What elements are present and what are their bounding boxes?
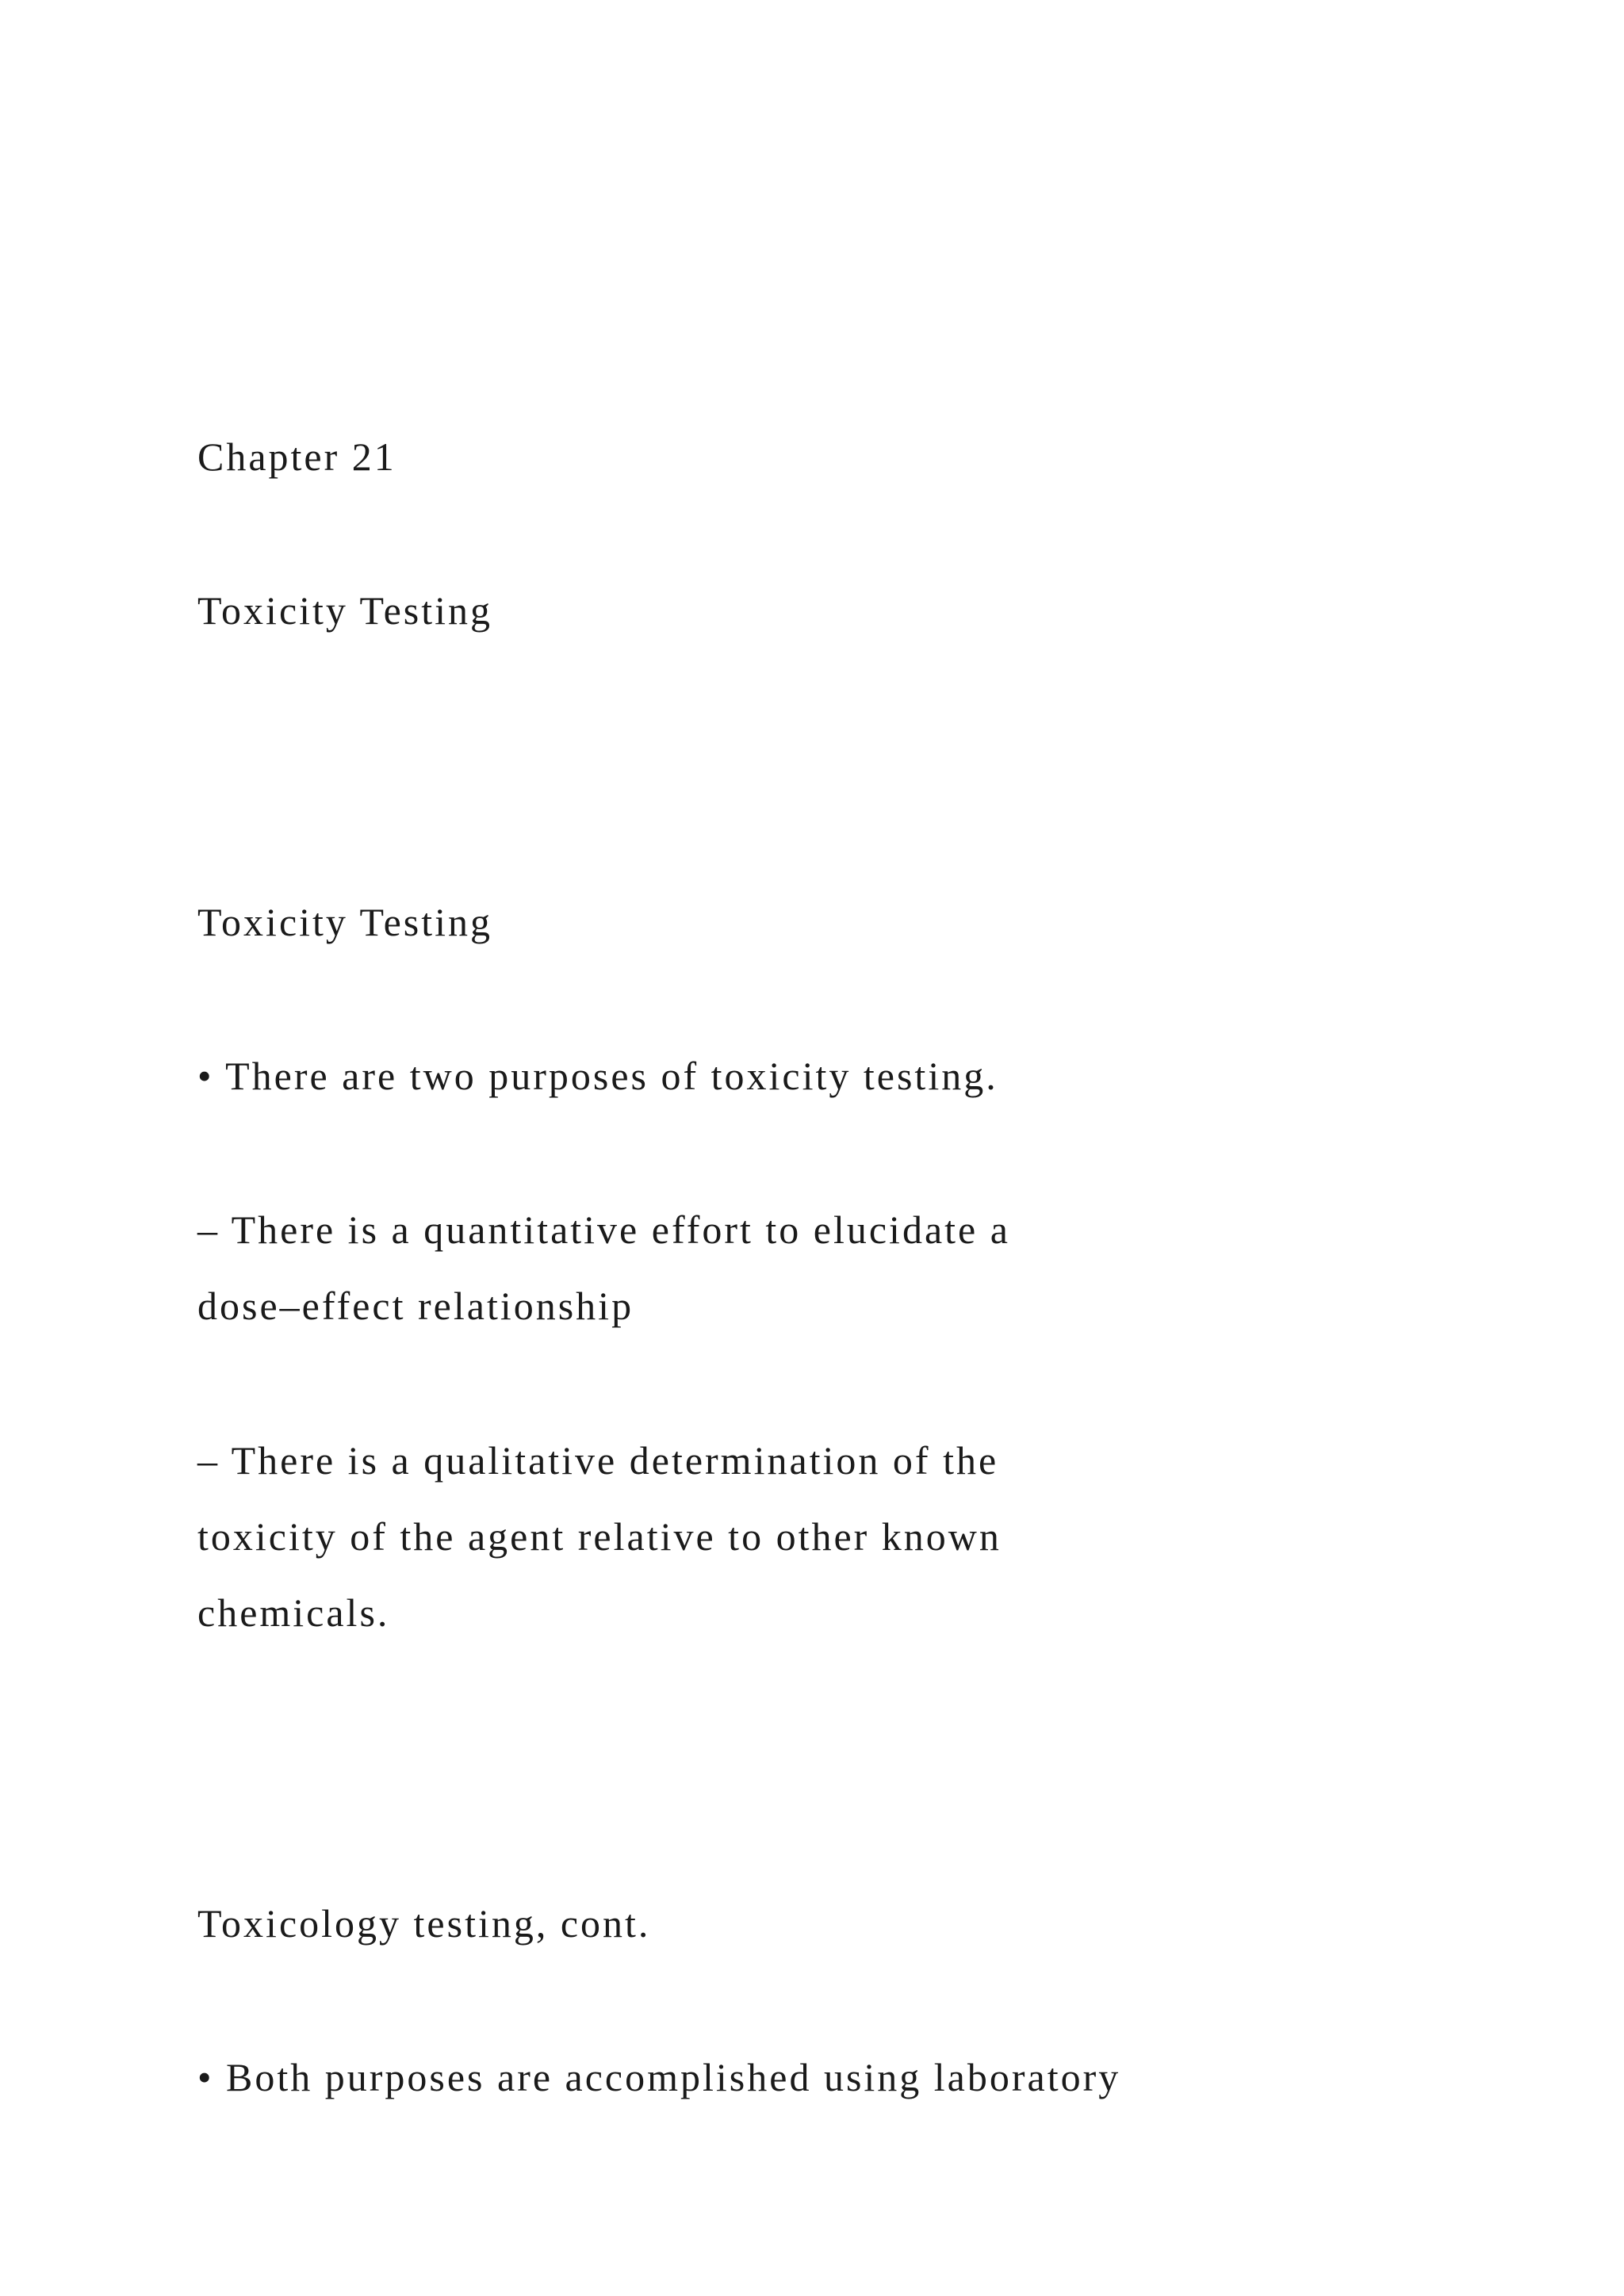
sub-bullet-line: – There is a qualitative determination of the [197, 1438, 999, 1483]
bullet-line: • There are two purposes of toxicity testing. [197, 1054, 998, 1098]
body-line: chemicals. [197, 1590, 390, 1635]
chapter-label: Chapter 21 [197, 434, 396, 479]
body-line: dose–effect relationship [197, 1284, 634, 1328]
body-line: toxicity of the agent relative to other known [197, 1514, 1002, 1559]
section-heading: Toxicity Testing [197, 900, 492, 944]
section-heading: Toxicology testing, cont. [197, 1901, 651, 1946]
bullet-line: • Both purposes are accomplished using laboratory [197, 2055, 1121, 2099]
sub-bullet-line: – There is a quantitative effort to elucidate a [197, 1207, 1010, 1252]
chapter-title: Toxicity Testing [197, 588, 492, 633]
